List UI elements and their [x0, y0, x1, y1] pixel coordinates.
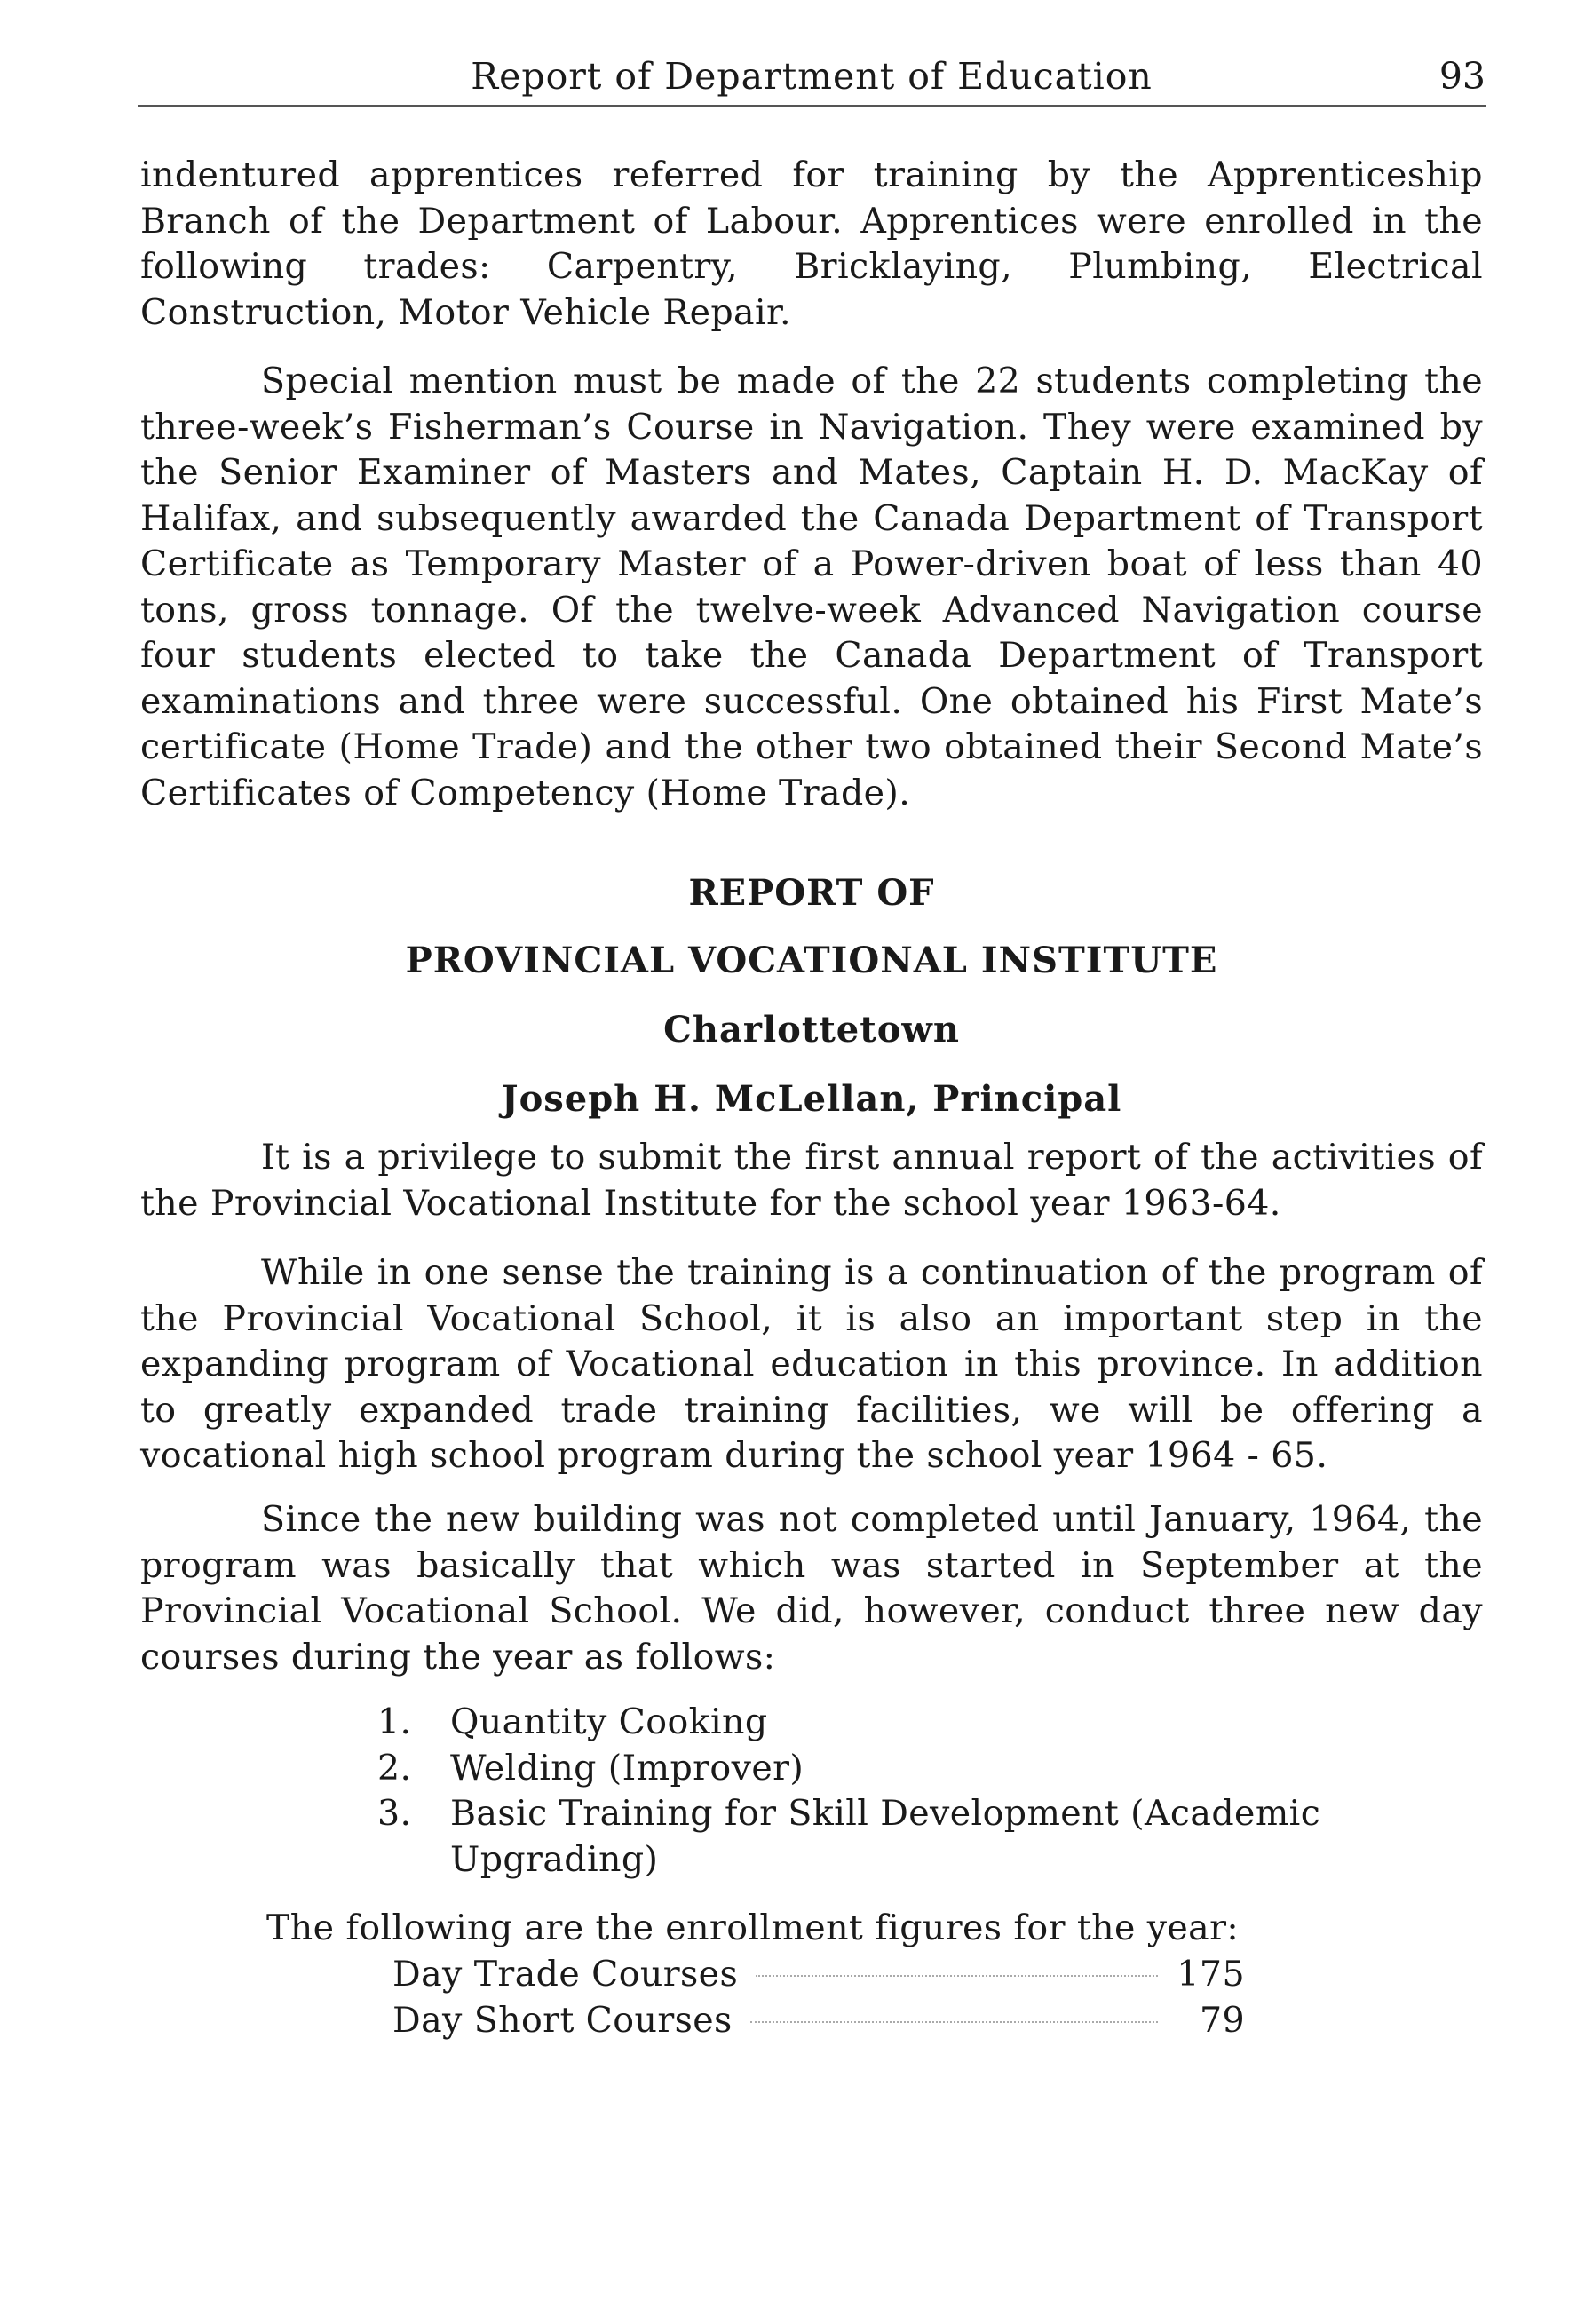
list-item: [377, 1700, 1399, 1746]
new-courses-list: [377, 1700, 1399, 1883]
enrollment-label: Day Trade Courses: [392, 1954, 739, 1995]
dot-leader: [750, 2021, 1158, 2023]
enrollment-intro: The following are the enrollment figures for the year:: [266, 1908, 1240, 1948]
paragraph-apprentices: indentured apprentices referred for training by the Apprenticeship Branch of the Department of Labour. Apprentices were enrolled in the following trades: Carpentry, Bricklaying, Plumbing, Electrical Construction, Motor Vehicle Repair.: [140, 155, 1483, 333]
list-item-label: Quantity Cooking: [450, 1701, 768, 1742]
report-heading-line2: PROVINCIAL VOCATIONAL INSTITUTE: [405, 940, 1218, 981]
report-location: Charlottetown: [663, 1009, 960, 1051]
enrollment-value: 175: [1177, 1954, 1245, 1995]
table-row: [392, 1998, 1245, 2044]
enrollment-label: Day Short Courses: [392, 1999, 733, 2041]
enrollment-value: 79: [1199, 1999, 1245, 2041]
paragraph-privilege: It is a privilege to submit the first annual report of the activities of the Provincial Vocational Institute for the school year 1963-64.: [140, 1137, 1483, 1224]
list-item-number: 3.: [377, 1793, 412, 1834]
paragraph-training: While in one sense the training is a continuation of the program of the Provincial Vocational School, it is also an important step in the expanding program of Vocational education in this province. In addition to greatly expanded trade training facilities, we will be offering a vocational high school program during the school year 1964 - 65.: [140, 1252, 1483, 1476]
list-item-number: 2.: [377, 1747, 412, 1789]
running-header: [138, 52, 1486, 107]
list-item-label: Welding (Improver): [450, 1747, 804, 1789]
dot-leader: [756, 1975, 1158, 1977]
running-title: Report of Department of Education: [471, 55, 1153, 98]
paragraph-new-building: Since the new building was not completed until January, 1964, the program was basically that which was started in September at the Provincial Vocational School. We did, however, conduct three new day courses during the year as follows:: [140, 1499, 1483, 1678]
list-item: [377, 1746, 1399, 1792]
report-heading-line1: REPORT OF: [688, 872, 935, 914]
list-item-number: 1.: [377, 1701, 412, 1742]
enrollment-table: [392, 1952, 1245, 2043]
page-number: 93: [1438, 55, 1486, 98]
report-principal: Joseph H. McLellan, Principal: [501, 1078, 1122, 1120]
paragraph-navigation: Special mention must be made of the 22 students completing the three-week’s Fisherman’s Course in Navigation. They were examined by the Senior Examiner of Masters and Mates, Captain H. D. MacKay of Halifax, and subsequently awarded the Canada Department of Transport Certificate as Temporary Master of a Power-driven boat of less than 40 tons, gross tonnage. Of the twelve-week Advanced Navigation course four students elected to take the Canada Department of Transport examinations and three were successful. One obtained his First Mate’s certificate (Home Trade) and the other two obtained their Second Mate’s Certificates of Competency (Home Trade).: [140, 361, 1483, 813]
list-item: [377, 1791, 1399, 1883]
list-item-label: Basic Training for Skill Development (Academic Upgrading): [450, 1793, 1321, 1880]
table-row: [392, 1952, 1245, 1998]
